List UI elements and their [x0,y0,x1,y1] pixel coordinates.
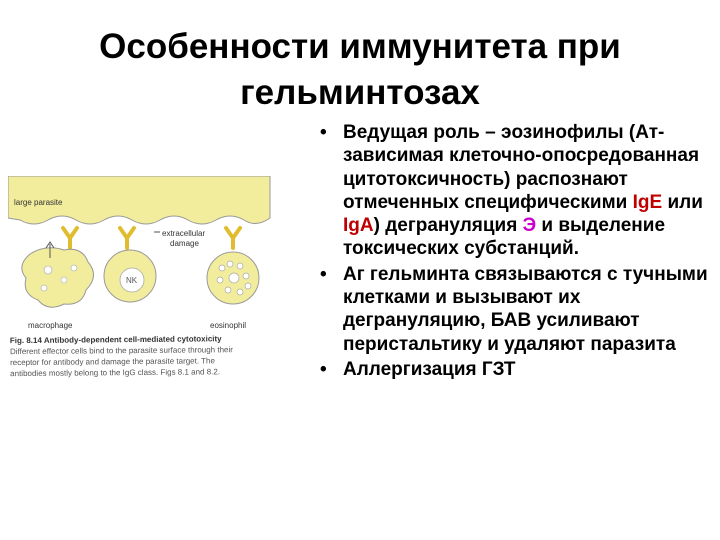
antibody-3 [226,228,240,248]
bullet-3-text: Аллергизация ГЗТ [343,358,516,380]
macrophage-cell [22,248,94,307]
iga-highlight: IgA [343,215,374,237]
adcc-figure [8,176,274,400]
antibody-1 [63,228,77,248]
ige-highlight: IgE [632,191,663,213]
adcc-illustration [8,176,274,336]
extracellular-label: extracellular [162,229,206,238]
bullet-1-text-2: или [662,191,703,213]
antibody-2 [120,228,134,248]
figure-caption [10,333,272,379]
bullet-list [312,121,712,383]
caption-line-1: Fig. 8.14 Antibody-dependent cell-mediated cytotoxicity [9,334,222,346]
eosinophil-label: eosinophil [210,321,247,330]
nk-label: NK [126,276,138,285]
macrophage-label: macrophage [28,321,73,330]
bullet-1-text-3: ) дегрануляция [373,215,523,237]
antibodies [63,228,240,248]
caption-line-3: receptor for antibody and damage the parasite target. The [10,356,215,368]
bullet-2-text: Аг гельминта связываются с тучными клетками и вызывают их дегрануляцию, БАВ усиливают перистальтику и удаляют паразита [343,263,708,355]
slide-title [0,24,720,116]
caption-line-4: antibodies mostly belong to the IgG class. Figs 8.1 and 8.2. [10,367,221,379]
large-parasite-label: large parasite [14,198,63,207]
damage-label: damage [170,239,199,248]
bullet-1-text: Ведущая роль – эозинофилы (Ат-зависимая клеточно-опосредованная цитотоксичность) распознают отмеченных специфическими [343,122,700,213]
title-line-2: гельминтозах [240,73,480,112]
bullet-1-text-4: и выделение токсических субстанций. [343,215,666,260]
bullet-eosinophils [312,121,712,261]
e-highlight: Э [522,215,537,237]
bullet-mast-cells [312,263,712,356]
title-line-1: Особенности иммунитета при [99,27,621,66]
bullet-allergization [312,358,712,381]
caption-line-2: Different effector cells bind to the parasite surface through their [9,345,233,357]
